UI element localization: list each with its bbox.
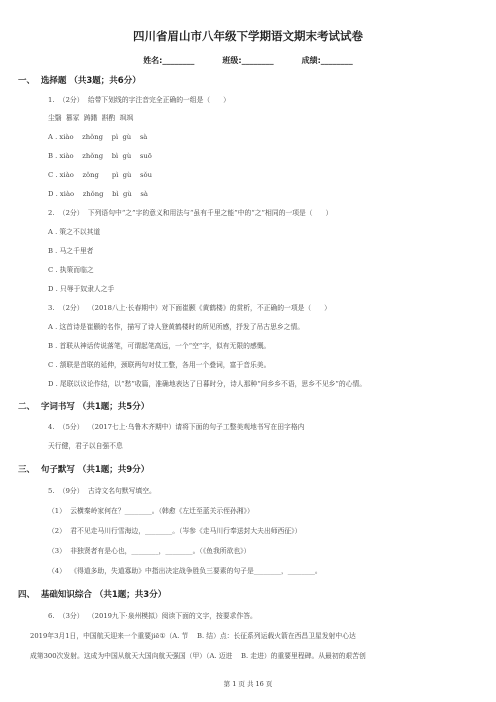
option-c: C . 颔联是首联的延伸，颈联两句对仗工整，各用一个叠词，富于音乐美。 [48,361,271,369]
option-a: A . 策之不以其道 [48,228,101,236]
option-b: B . 首联从神话传说落笔，可谓起笔高远，一个“空”字，似有无限的感慨。 [48,342,271,350]
class-field: 班级:________ [222,56,274,65]
reading-passage-line: 成第300次发射。这成为中国从航天大国向航天强国（甲）（A. 迈进 B. 走进）的重要里程碑。从最初的艰苦创 [30,652,366,660]
question-material: 尘翳 篡冢 踌躇 斟酌 飒飒 [48,114,134,122]
option-a: A . xiào zhǒng pì gù sà [48,133,148,141]
option-a: A . 这首诗是崔颢的名作，描写了诗人登黄鹤楼时的所见所感，抒发了吊古思乡之情。 [48,323,305,331]
option-c: C . 执策而临之 [48,266,94,274]
question-text: 2. （2分） 下列语句中“之”字的意义和用法与“虽有千里之能”中的“之”相同的一项是（ ） [48,209,333,217]
section-heading: 一、 选择题 （共3题；共6分） [18,76,141,86]
option-c: C . xiào zǒng pì gù sǒu [48,171,153,179]
question-text: 1. （2分） 给带下划线的字注音完全正确的一组是（ ） [48,96,230,104]
question-text: 4. （5分） （2017七上·乌鲁木齐期中）请将下面的句子工整美观地书写在田字格内 [48,423,305,431]
option-b: B . xiào zhǒng bì gù suō [48,152,152,160]
exam-title: 四川省眉山市八年级下学期语文期末考试试卷 [133,29,363,43]
name-field: 姓名:________ [143,56,195,65]
student-info [0,55,496,66]
reading-passage-line: 2019年3月1日，中国航天迎来一个重要jiē①（A. 节 B. 结）点：长征系列运载火箭在西昌卫星发射中心达 [30,632,356,640]
option-d: D . 只辱于奴隶人之手 [48,285,115,293]
sub-question: （1） 云横秦岭家何在？________。（韩愈《左迁至蓝关示侄孙湘》） [48,507,254,515]
sub-question: （4） 《得道多助，失道寡助》中指出决定战争胜负三要素的句子是________，________。 [48,567,322,575]
option-d: D . xiào zhǒng bì gù sà [48,190,148,198]
sub-question: （3） 非独贤者有是心也，________，________。（《鱼我所欲也》） [48,547,251,555]
question-material: 天行健，君子以自强不息 [48,442,123,450]
question-text: 3. （2分） （2018八上·长春期中）对下面崔颢《黄鹤楼》的赏析，不正确的一项是（ ） [48,304,331,312]
option-b: B . 马之千里者 [48,247,94,255]
section-heading: 二、 字词书写 （共1题；共5分） [18,402,150,412]
sub-question: （2） 君不见走马川行雪海边，________。（岑参《走马川行奉送封大夫出师西征》） [48,527,302,535]
section-heading: 三、 句子默写 （共1题；共9分） [18,465,150,475]
page-footer: 第 1 页 共 16 页 [223,680,273,688]
option-d: D . 尾联以议论作结，以“愁”收篇，准确地表达了日暮时分，诗人那种“问乡乡不语，思乡不见乡”的心情。 [48,380,367,388]
section-heading: 四、 基础知识综合 （共1题；共3分） [18,590,167,600]
question-text: 5. （9分） 古诗文名句默写填空。 [48,487,156,495]
question-text: 6. （3分） （2019九下·泉州模拟）阅读下面的文字，按要求作答。 [48,612,257,620]
score-field: 成绩:________ [301,56,353,65]
